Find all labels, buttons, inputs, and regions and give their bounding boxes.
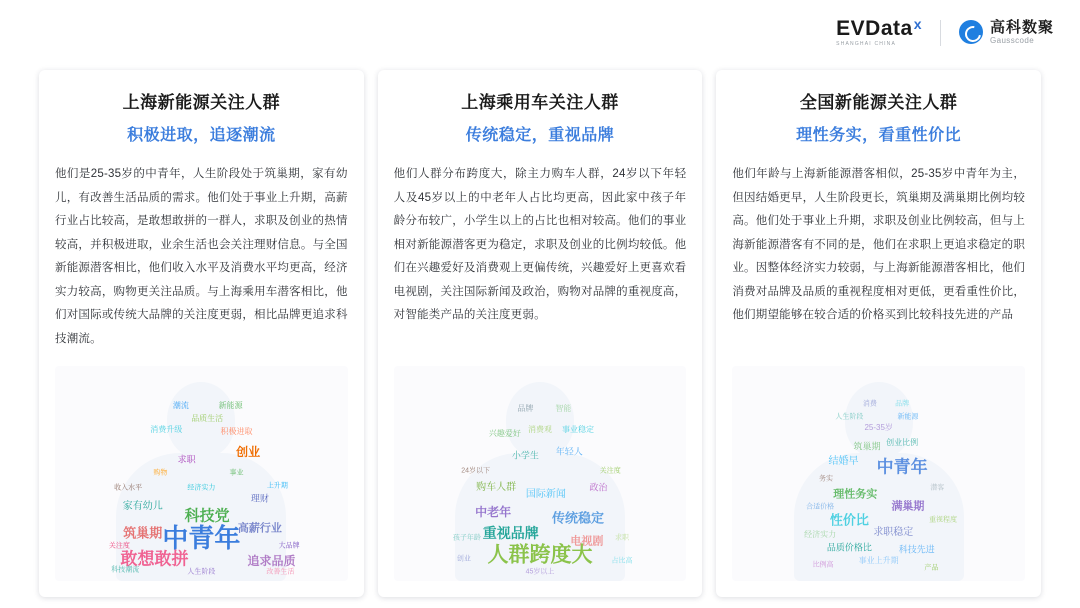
wordcloud-word: 中青年: [162, 522, 241, 553]
wordcloud-word: 品质价格比: [826, 542, 872, 553]
card-body-text: 他们人群分布跨度大，除主力购车人群，24岁以下年轻人及45岁以上的中老年人占比均更高，因此家中孩子年龄分布较广，小学生以上的占比也相对较高。他们的事业相对新能源潜客更为稳定，求职及创业的比例均较低。他们在兴趣爱好及消费观上更偏传统，兴趣爱好上更喜欢看电视剧，关注国际新闻及政治，购物对品牌的重视度高，对智能类产品的关注度更弱。: [393, 168, 687, 322]
card-title: 全国新能源关注人群: [799, 93, 958, 112]
wordcloud-word: 占比高: [611, 557, 633, 565]
wordcloud-word: 小学生: [511, 450, 539, 461]
card-title: 上海新能源关注人群: [122, 93, 281, 112]
wordcloud-word: 传统稳定: [552, 510, 605, 526]
wordcloud-word: 24岁以下: [461, 467, 491, 475]
evdata-logo-ev: EV: [836, 17, 866, 40]
wordcloud-word: 科技潮流: [111, 566, 140, 574]
wordcloud-word: 消费观: [528, 425, 552, 434]
wordcloud-word: 科技党: [184, 507, 230, 525]
wordcloud-word: 事业: [229, 469, 244, 477]
wordcloud-word: 潮流: [172, 401, 189, 411]
wordcloud-word: 筑巢期: [123, 525, 163, 541]
card-subtitle: 积极进取，追逐潮流: [127, 127, 276, 144]
evdata-logo-tagline: SHANGHAI CHINA: [836, 41, 897, 47]
wordcloud-word: 上升期: [266, 482, 288, 490]
wordcloud-word: 中青年: [876, 457, 928, 477]
wordcloud-word: 重视程度: [929, 516, 958, 524]
wordcloud-word: 经济实力: [187, 484, 216, 492]
wordcloud-word: 消费升级: [150, 425, 183, 434]
wordcloud-word: 45岁以上: [525, 568, 555, 576]
wordcloud-national-nev: [732, 366, 1025, 581]
wordcloud-word: 大品牌: [278, 542, 300, 550]
wordcloud-word: 事业上升期: [858, 556, 899, 566]
wordcloud-word: 年轻人: [555, 446, 583, 456]
gauss-circle-icon: [959, 20, 983, 44]
wordcloud-word: 重视品牌: [482, 525, 539, 542]
wordcloud-word: 积极进取: [220, 427, 253, 437]
wordcloud-word: 收入水平: [114, 484, 143, 492]
wordcloud-word: 科技先进: [898, 544, 935, 555]
wordcloud-container: [394, 352, 687, 581]
wordcloud-word: 品牌: [895, 400, 910, 408]
wordcloud-word: 品牌: [517, 403, 534, 413]
wordcloud-word: 事业稳定: [562, 425, 595, 434]
wordcloud-word: 务实: [818, 475, 833, 483]
evdata-logo-data: Data: [865, 17, 913, 40]
gausscode-logo-text: [990, 20, 1054, 45]
wordcloud-word: 品质生活: [191, 414, 224, 424]
wordcloud-word: 关注度: [599, 467, 621, 475]
wordcloud-word: 新能源: [897, 413, 919, 421]
wordcloud-word: 理性务实: [833, 488, 878, 500]
card-title: 上海乘用车关注人群: [461, 93, 619, 112]
wordcloud-word: 消费: [862, 400, 877, 408]
wordcloud-word: 创业比例: [886, 437, 919, 447]
wordcloud-word: 求职: [177, 454, 196, 465]
header-divider: [940, 20, 941, 46]
persona-card-list: [39, 70, 1041, 597]
wordcloud-word: 家有幼儿: [122, 501, 163, 513]
wordcloud-container: [732, 352, 1025, 581]
wordcloud-word: 新能源: [218, 401, 243, 411]
wordcloud-word: 产品: [924, 564, 939, 572]
wordcloud-word: 购车人群: [476, 482, 517, 494]
wordcloud-word: 满巢期: [891, 500, 925, 513]
wordcloud-word: 筑巢期: [853, 441, 881, 452]
persona-card: [39, 70, 364, 597]
wordcloud-word: 合适价格: [806, 503, 835, 511]
wordcloud-word: 创业: [236, 444, 261, 459]
gausscode-logo-cn: 高科数聚: [989, 18, 1054, 36]
evdata-logo-wordmark: [836, 18, 922, 39]
wordcloud-word: 结婚早: [828, 456, 859, 468]
wordcloud-word: 高薪行业: [237, 522, 282, 535]
card-subtitle: 理性务实，看重性价比: [796, 127, 962, 144]
wordcloud-word: 政治: [589, 482, 608, 493]
wordcloud-word: 求职稳定: [873, 527, 914, 539]
wordcloud-word: 理财: [250, 493, 269, 504]
card-body-text: 他们是25-35岁的中青年，人生阶段处于筑巢期，家有幼儿，有改善生活品质的需求。他们处于事业上升期，高薪行业占比较高，是敢想敢拼的一群人，求职及创业的热情较高，并积极进取，业余生活也会关注理财信息。与全国新能源潜客相比，他们收入水平及消费水平均更高，经济实力较高，购物更关注品质。与上海乘用车潜客相比，他们对国际或传统大品牌的关注度更弱，相比品牌更追求科技潮流。: [55, 168, 348, 345]
wordcloud-word: 兴趣爱好: [488, 429, 521, 439]
wordcloud-word: 人生阶段: [835, 413, 864, 421]
wordcloud-word: 25-35岁: [864, 422, 893, 432]
wordcloud-word: 敢想敢拼: [120, 549, 189, 569]
wordcloud-word: 关注度: [108, 542, 130, 550]
wordcloud-word: 追求品质: [247, 554, 296, 569]
wordcloud-word: 创业: [456, 555, 471, 563]
wordcloud-word: 中老年: [475, 504, 512, 519]
wordcloud-word: 经济实力: [804, 530, 837, 540]
wordcloud-word: 购物: [153, 469, 168, 477]
person-silhouette: [789, 376, 969, 581]
wordcloud-word: 国际新闻: [525, 488, 566, 500]
persona-card: [378, 70, 703, 597]
card-body-text: 他们年龄与上海新能源潜客相似，25-35岁中青年为主，但因结婚更早，人生阶段更长，筑巢期及满巢期比例均较高。他们处于事业上升期，求职及创业比例较高，但与上海新能源潜客有不同的是，他们在求职上更追求稳定的职业。因整体经济实力较弱，与上海新能源潜客相比，他们消费对品牌及品质的重视程度相对更低，更看重性价比，他们期望能够在较合适的价格买到比较科技先进的产品: [732, 168, 1026, 322]
wordcloud-shanghai-passenger: [394, 366, 687, 581]
wordcloud-word: 潜客: [930, 484, 945, 492]
evdata-logo: [836, 18, 922, 47]
wordcloud-container: [55, 352, 348, 581]
gausscode-logo: [959, 20, 1054, 45]
wordcloud-word: 人群跨度大: [487, 543, 593, 567]
wordcloud-word: 电视剧: [570, 535, 604, 548]
wordcloud-word: 孩子年龄: [452, 534, 481, 541]
wordcloud-word: 改善生活: [266, 568, 295, 576]
brand-header: [836, 18, 1054, 47]
gausscode-logo-en: Gausscode: [989, 35, 1035, 45]
persona-card: [716, 70, 1041, 597]
evdata-logo-superscript: x: [913, 16, 922, 32]
wordcloud-word: 人生阶段: [187, 568, 216, 576]
wordcloud-word: 比例高: [812, 561, 834, 569]
wordcloud-word: 智能: [555, 403, 572, 413]
wordcloud-word: 求职: [614, 534, 629, 541]
wordcloud-word: 性价比: [829, 512, 869, 528]
wordcloud-shanghai-nev: [55, 366, 348, 581]
card-subtitle: 传统稳定，重视品牌: [465, 127, 615, 144]
